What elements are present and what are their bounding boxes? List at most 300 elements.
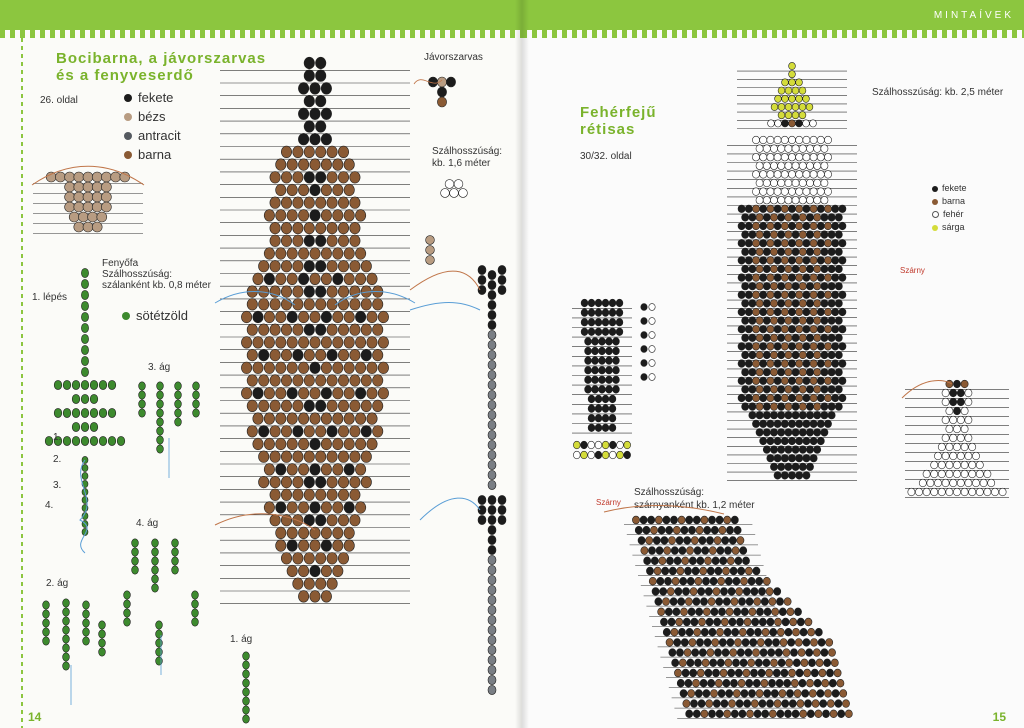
bead: [81, 436, 89, 445]
bead: [321, 273, 331, 285]
white-bead-icon: [932, 211, 939, 218]
bead: [293, 324, 303, 336]
bead: [361, 260, 371, 272]
bead: [446, 77, 455, 87]
bead: [814, 429, 821, 437]
bead: [767, 343, 774, 351]
bead: [367, 311, 377, 323]
bead: [821, 411, 828, 419]
bead: [760, 222, 767, 230]
bead: [806, 214, 813, 222]
bead: [327, 146, 337, 158]
bead: [768, 120, 775, 127]
bead: [327, 260, 337, 272]
bead: [367, 337, 377, 349]
bead: [648, 516, 655, 524]
bead: [946, 461, 953, 469]
bead: [132, 548, 139, 556]
bead: [803, 291, 810, 299]
bead: [350, 375, 360, 387]
bead: [287, 464, 297, 476]
bead: [689, 557, 696, 565]
bead: [310, 413, 320, 425]
bead: [756, 317, 763, 325]
bead: [327, 222, 337, 234]
bead: [814, 196, 821, 204]
bead: [812, 700, 819, 708]
bead: [950, 434, 957, 442]
step-number-4: 4.: [45, 500, 54, 511]
bead: [821, 196, 828, 204]
bead: [90, 436, 98, 445]
bead: [758, 669, 765, 677]
bead: [124, 600, 131, 608]
bead: [824, 188, 831, 196]
bead: [321, 311, 331, 323]
bead: [658, 526, 665, 534]
bead: [157, 391, 164, 399]
bead: [953, 407, 960, 415]
bead: [767, 274, 774, 282]
bead: [759, 700, 766, 708]
bead: [817, 153, 824, 161]
bead: [488, 615, 496, 624]
bead: [792, 463, 799, 471]
bead: [796, 136, 803, 144]
bead: [814, 351, 821, 359]
bead: [602, 424, 609, 432]
bead: [488, 555, 496, 564]
bead: [132, 539, 139, 547]
bead: [762, 710, 769, 718]
bead: [124, 591, 131, 599]
bead: [643, 526, 650, 534]
bead: [742, 300, 749, 308]
bead: [767, 394, 774, 402]
bead: [942, 479, 949, 487]
bead: [790, 649, 797, 657]
bead: [92, 202, 102, 212]
bead: [606, 347, 613, 355]
bead: [710, 659, 717, 667]
bead: [806, 679, 813, 687]
bead: [321, 108, 331, 120]
bead: [756, 179, 763, 187]
bead: [749, 334, 756, 342]
bead: [729, 537, 736, 545]
bead: [751, 588, 758, 596]
bead: [789, 700, 796, 708]
bead: [304, 70, 314, 82]
bead: [745, 377, 752, 385]
bead: [690, 588, 697, 596]
bead: [72, 380, 80, 389]
bead: [83, 610, 90, 618]
bead: [606, 376, 613, 384]
bead: [778, 429, 785, 437]
bead: [799, 112, 806, 119]
bead: [752, 171, 759, 179]
bead: [310, 159, 320, 171]
bead: [817, 171, 824, 179]
bead: [770, 265, 777, 273]
bead: [815, 628, 822, 636]
bead: [767, 257, 774, 265]
bead: [287, 210, 297, 222]
bead: [613, 386, 620, 394]
bead: [672, 577, 679, 585]
bead: [756, 214, 763, 222]
title-line-1: Bocibarna, a jávorszarvas: [56, 50, 267, 67]
eagle-title: [580, 104, 657, 138]
bead: [276, 387, 286, 399]
bead: [763, 282, 770, 290]
bead: [333, 540, 343, 552]
bead: [796, 79, 803, 86]
bead: [839, 308, 846, 316]
bead: [710, 577, 717, 585]
bead: [333, 527, 343, 539]
bead: [784, 679, 791, 687]
bead: [840, 690, 847, 698]
bead: [270, 260, 280, 272]
bead: [657, 577, 664, 585]
legend-item-fekete: [124, 88, 181, 107]
bead: [595, 405, 602, 413]
bead: [83, 182, 93, 192]
bead: [726, 526, 733, 534]
bead: [45, 436, 53, 445]
bead: [243, 715, 250, 723]
fenyofa-title: Fenyőfa: [102, 258, 139, 269]
bead: [828, 403, 835, 411]
bead: [488, 515, 496, 524]
bead: [193, 400, 200, 408]
bead: [656, 547, 663, 555]
bead: [595, 451, 602, 459]
bead: [774, 377, 781, 385]
bead: [172, 566, 179, 574]
bead: [83, 202, 93, 212]
bead: [304, 197, 314, 209]
bead: [595, 318, 602, 326]
bead: [770, 351, 777, 359]
bead: [344, 502, 354, 514]
bead: [338, 324, 348, 336]
bead: [788, 257, 795, 265]
bead: [327, 400, 337, 412]
right-page-number: 15: [992, 710, 1006, 724]
bead: [738, 325, 745, 333]
bead: [602, 328, 609, 336]
bead: [832, 205, 839, 213]
bead: [663, 628, 670, 636]
bead: [264, 337, 274, 349]
bead: [613, 347, 620, 355]
bead: [670, 598, 677, 606]
bead: [281, 222, 291, 234]
branch-1-pattern: [236, 650, 256, 728]
bead: [649, 318, 655, 325]
bead: [270, 197, 280, 209]
bead: [792, 386, 799, 394]
bead: [835, 282, 842, 290]
bead: [785, 231, 792, 239]
bead: [287, 438, 297, 450]
bead: [287, 184, 297, 196]
bead: [602, 395, 609, 403]
bead: [961, 425, 968, 433]
bead: [774, 618, 781, 626]
bead: [788, 222, 795, 230]
bead: [770, 659, 777, 667]
bead: [770, 368, 777, 376]
bead: [685, 598, 692, 606]
bead: [821, 429, 828, 437]
bead: [373, 299, 383, 311]
bead: [694, 628, 701, 636]
bead: [771, 690, 778, 698]
bead: [774, 454, 781, 462]
bead: [338, 451, 348, 463]
bead: [946, 470, 953, 478]
bead: [361, 426, 371, 438]
bead: [488, 545, 496, 554]
bead: [316, 375, 326, 387]
bead: [738, 205, 745, 213]
bead: [821, 145, 828, 153]
moose-head-pattern: [412, 70, 472, 125]
bead: [839, 377, 846, 385]
bead: [253, 387, 263, 399]
bead: [338, 375, 348, 387]
bead: [835, 334, 842, 342]
bead: [767, 239, 774, 247]
bead: [810, 171, 817, 179]
bead: [63, 608, 70, 616]
bead: [650, 526, 657, 534]
bead: [961, 380, 968, 388]
bead: [83, 192, 93, 202]
bead: [108, 408, 116, 417]
bead: [763, 429, 770, 437]
bead: [799, 386, 806, 394]
bead: [770, 300, 777, 308]
bead: [63, 644, 70, 652]
bead: [814, 300, 821, 308]
bead: [152, 539, 159, 547]
bead: [778, 403, 785, 411]
bead: [803, 120, 810, 127]
bead: [835, 214, 842, 222]
bead: [778, 112, 785, 119]
bead: [338, 222, 348, 234]
bead: [726, 690, 733, 698]
bead: [752, 420, 759, 428]
bead: [824, 171, 831, 179]
bead: [752, 618, 759, 626]
bead: [498, 495, 506, 504]
bead: [792, 231, 799, 239]
bead: [478, 285, 486, 294]
bead: [316, 514, 326, 526]
bead: [810, 437, 817, 445]
bead: [581, 441, 588, 449]
bead: [796, 394, 803, 402]
bead: [43, 601, 50, 609]
bead: [281, 476, 291, 488]
bead: [950, 479, 957, 487]
bead: [722, 567, 729, 575]
bead: [599, 366, 606, 374]
bead: [83, 601, 90, 609]
bead: [754, 628, 761, 636]
bead: [775, 120, 782, 127]
bead: [716, 628, 723, 636]
bead: [350, 299, 360, 311]
bead: [814, 411, 821, 419]
bead: [754, 598, 761, 606]
bead: [785, 368, 792, 376]
bead: [276, 502, 286, 514]
bead: [595, 395, 602, 403]
bead: [785, 112, 792, 119]
bead: [367, 438, 377, 450]
legend-label: fekete: [942, 183, 967, 193]
bead: [752, 136, 759, 144]
bead: [287, 565, 297, 577]
bead: [796, 171, 803, 179]
bead: [766, 700, 773, 708]
bead: [310, 464, 320, 476]
bead: [821, 368, 828, 376]
bead: [814, 231, 821, 239]
bead: [788, 343, 795, 351]
bead: [788, 639, 795, 647]
bead: [333, 565, 343, 577]
bead: [770, 282, 777, 290]
bead: [276, 184, 286, 196]
bead: [687, 577, 694, 585]
bead: [152, 584, 159, 592]
bead: [708, 516, 715, 524]
bead: [152, 548, 159, 556]
bead: [695, 577, 702, 585]
bead: [702, 577, 709, 585]
bead: [293, 197, 303, 209]
bead: [585, 386, 592, 394]
bead: [81, 367, 88, 376]
bead: [270, 222, 280, 234]
bead: [338, 349, 348, 361]
bead: [828, 368, 835, 376]
bead: [749, 368, 756, 376]
page-reference: 30/32. oldal: [580, 151, 632, 162]
bead: [437, 97, 446, 107]
bead: [788, 136, 795, 144]
bead: [792, 103, 799, 110]
bead: [281, 349, 291, 361]
bead: [83, 637, 90, 645]
bead: [770, 317, 777, 325]
bead: [799, 231, 806, 239]
bead: [788, 394, 795, 402]
bead: [686, 516, 693, 524]
bead: [965, 389, 972, 397]
bead: [599, 357, 606, 365]
bead: [957, 479, 964, 487]
bead: [264, 210, 274, 222]
bead: [63, 662, 70, 670]
bead: [344, 337, 354, 349]
bead: [821, 282, 828, 290]
bead: [778, 300, 785, 308]
bead: [792, 179, 799, 187]
bead: [756, 368, 763, 376]
bead: [599, 347, 606, 355]
wing-label-lower: Szárny: [596, 498, 621, 507]
bead: [744, 618, 751, 626]
bead: [99, 621, 106, 629]
bead: [824, 291, 831, 299]
bead: [779, 690, 786, 698]
bead: [745, 343, 752, 351]
bead: [74, 202, 84, 212]
bead: [293, 426, 303, 438]
bead: [915, 488, 922, 496]
bead: [817, 690, 824, 698]
bead: [752, 205, 759, 213]
bead: [845, 710, 852, 718]
bead: [806, 403, 813, 411]
bead: [259, 426, 269, 438]
bead: [824, 274, 831, 282]
bead: [808, 628, 815, 636]
bead: [788, 153, 795, 161]
bead: [327, 349, 337, 361]
bead: [243, 679, 250, 687]
bead: [756, 334, 763, 342]
bead: [674, 669, 681, 677]
bead: [824, 205, 831, 213]
bead: [617, 451, 624, 459]
bead: [788, 171, 795, 179]
bead: [832, 257, 839, 265]
bead: [488, 565, 496, 574]
bead: [961, 443, 968, 451]
bead: [817, 325, 824, 333]
bead: [756, 429, 763, 437]
bead: [749, 317, 756, 325]
bead: [814, 386, 821, 394]
bead: [803, 437, 810, 445]
bead: [264, 273, 274, 285]
bead: [641, 360, 647, 367]
bead: [81, 279, 88, 288]
bead: [835, 368, 842, 376]
bead: [683, 700, 690, 708]
bead: [310, 83, 320, 95]
bead: [745, 239, 752, 247]
bead: [488, 645, 496, 654]
bead: [678, 516, 685, 524]
bead: [774, 420, 781, 428]
bead: [742, 214, 749, 222]
bead: [817, 360, 824, 368]
bead: [253, 438, 263, 450]
bead: [750, 639, 757, 647]
bead: [810, 360, 817, 368]
